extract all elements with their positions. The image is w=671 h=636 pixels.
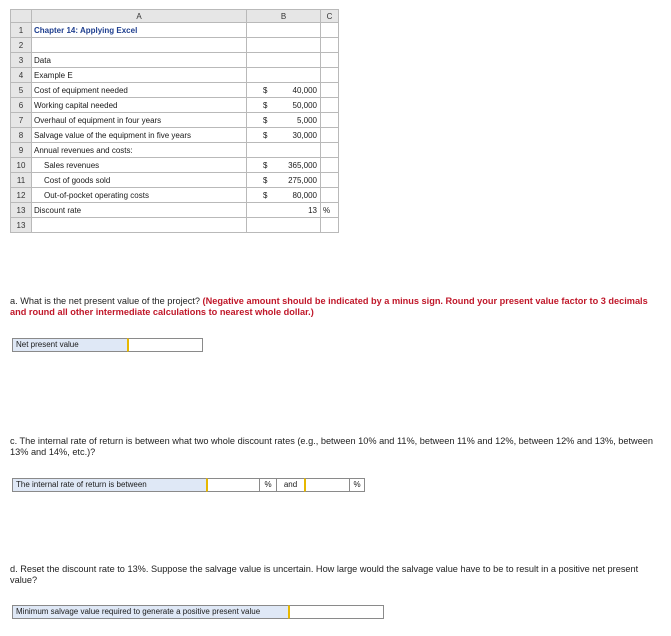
currency-symbol: $ [247, 188, 283, 203]
salvage-input[interactable] [288, 605, 384, 619]
cell[interactable] [321, 173, 339, 188]
row-number: 8 [11, 128, 32, 143]
question-c-text: c. The internal rate of return is between what two whole discount rates (e.g., between 10% and 11%, between 11% and 12%, between 12% and 13%, between 13% and 14%, etc.)? [10, 436, 654, 457]
sheet-row [11, 23, 339, 38]
cell[interactable] [321, 128, 339, 143]
cell-value[interactable]: 275,000 [283, 173, 321, 188]
irr-upper-input[interactable] [304, 478, 350, 492]
data-label[interactable]: Data [32, 53, 247, 68]
row-number: 11 [11, 173, 32, 188]
question-a-text: a. What is the net present value of the project? [10, 296, 203, 306]
salvage-label: Minimum salvage value required to generate a positive present value [12, 605, 289, 619]
cell[interactable] [247, 23, 321, 38]
column-header-b: B [247, 10, 321, 23]
cell-value[interactable]: 30,000 [283, 128, 321, 143]
cell-label[interactable]: Cost of goods sold [32, 173, 247, 188]
currency-symbol: $ [247, 173, 283, 188]
sheet-row [11, 203, 339, 218]
question-d-text: d. Reset the discount rate to 13%. Suppose the salvage value is uncertain. How large would the salvage value have to be to result in a positive net present value? [10, 564, 639, 585]
sheet-row [11, 218, 339, 233]
irr-label: The internal rate of return is between [12, 478, 207, 492]
sheet-row [11, 188, 339, 203]
sheet-row [11, 143, 339, 158]
cell[interactable] [321, 188, 339, 203]
cell[interactable] [247, 218, 321, 233]
cell-value[interactable]: 365,000 [283, 158, 321, 173]
cell-label[interactable]: Out-of-pocket operating costs [32, 188, 247, 203]
and-label: and [276, 478, 304, 492]
row-number: 3 [11, 53, 32, 68]
cell-value[interactable]: 5,000 [283, 113, 321, 128]
row-number: 1 [11, 23, 32, 38]
cell-value[interactable]: 40,000 [283, 83, 321, 98]
cell[interactable] [247, 38, 321, 53]
sheet-row [11, 83, 339, 98]
npv-label: Net present value [12, 338, 128, 352]
cell[interactable] [321, 38, 339, 53]
cell[interactable] [247, 143, 321, 158]
currency-symbol: $ [247, 113, 283, 128]
sheet-row [11, 128, 339, 143]
column-header-c: C [321, 10, 339, 23]
row-number: 13 [11, 203, 32, 218]
spreadsheet [10, 9, 339, 233]
column-header-a: A [32, 10, 247, 23]
sheet-row [11, 98, 339, 113]
cell-value[interactable]: 80,000 [283, 188, 321, 203]
cell[interactable] [321, 113, 339, 128]
annual-label[interactable]: Annual revenues and costs: [32, 143, 247, 158]
percent-symbol: % [321, 203, 339, 218]
irr-upper-percent: % [349, 478, 365, 492]
sheet-row [11, 113, 339, 128]
discount-label[interactable]: Discount rate [32, 203, 247, 218]
cell[interactable] [321, 158, 339, 173]
currency-symbol: $ [247, 128, 283, 143]
cell[interactable] [321, 83, 339, 98]
cell[interactable] [321, 218, 339, 233]
column-header-row [11, 10, 339, 23]
cell-label[interactable]: Cost of equipment needed [32, 83, 247, 98]
sheet-row [11, 68, 339, 83]
row-number: 7 [11, 113, 32, 128]
cell[interactable] [247, 53, 321, 68]
row-number: 4 [11, 68, 32, 83]
cell-value[interactable]: 50,000 [283, 98, 321, 113]
row-number: 6 [11, 98, 32, 113]
cell[interactable] [321, 23, 339, 38]
row-number: 9 [11, 143, 32, 158]
example-label[interactable]: Example E [32, 68, 247, 83]
cell-label[interactable]: Salvage value of the equipment in five years [32, 128, 247, 143]
sheet-row [11, 173, 339, 188]
cell[interactable] [321, 143, 339, 158]
row-number: 13 [11, 218, 32, 233]
cell[interactable] [321, 53, 339, 68]
question-a-instruction: (Negative amount should be indicated by a minus sign. Round your present value factor to 3 decimals and round all other intermediate calculations to nearest whole dollar.) [10, 296, 648, 317]
currency-symbol: $ [247, 98, 283, 113]
cell-label[interactable]: Sales revenues [32, 158, 247, 173]
currency-symbol: $ [247, 158, 283, 173]
npv-input[interactable] [127, 338, 203, 352]
irr-lower-input[interactable] [206, 478, 260, 492]
sheet-row [11, 38, 339, 53]
row-number: 5 [11, 83, 32, 98]
currency-symbol: $ [247, 83, 283, 98]
sheet-row [11, 158, 339, 173]
question-a [10, 296, 650, 318]
cell[interactable] [321, 98, 339, 113]
corner-cell [11, 10, 32, 23]
cell[interactable] [32, 218, 247, 233]
cell-label[interactable]: Working capital needed [32, 98, 247, 113]
cell[interactable] [32, 38, 247, 53]
row-number: 12 [11, 188, 32, 203]
sheet-title[interactable]: Chapter 14: Applying Excel [32, 23, 247, 38]
cell[interactable] [321, 68, 339, 83]
discount-value[interactable]: 13 [247, 203, 321, 218]
sheet-row [11, 53, 339, 68]
cell-label[interactable]: Overhaul of equipment in four years [32, 113, 247, 128]
irr-lower-percent: % [259, 478, 277, 492]
cell[interactable] [247, 68, 321, 83]
row-number: 2 [11, 38, 32, 53]
row-number: 10 [11, 158, 32, 173]
